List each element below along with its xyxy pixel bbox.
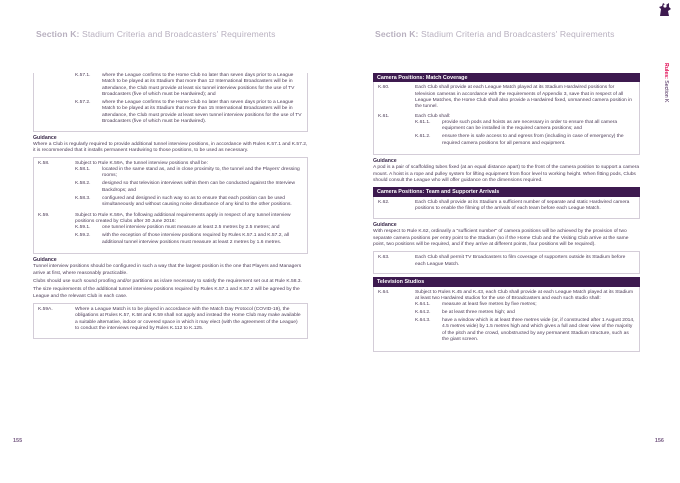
rule-k59-1: K.59.1. one tunnel interview position must measure at least 2.5 metres by 2.5 metres; and — [75, 225, 280, 231]
rule-k59-2: K.59.2. with the exception of those interview positions required by Rules K.57.1 and K.57.2, all additional tunnel interview positions must measure at least 2 metres by 1.6 metres. — [75, 233, 290, 245]
premier-league-lion-logo — [658, 2, 672, 18]
rule-k59a: K.59A. Where a League Match is to be played in accordance with the Match Day Protocol (COVID-19), the obligations at Rules K.57, K.58 and K.59 shall not apply and instead the Home Club may make available a suitable alternative, indoor or covered space in which it may elect (with the agreement of the League) to conduct the interviews required by Rules K.112 to K.125. — [38, 306, 301, 331]
guidance-heading: Guidance — [33, 256, 57, 263]
left-column — [33, 73, 308, 342]
rule-k64-2: K.64.2. be at least three metres high; and — [415, 310, 515, 316]
rule-box-k64 — [373, 287, 640, 352]
rule-k64-1: K.64.1. measure at least five metres by five metres; — [415, 302, 537, 308]
page-header: Section K: Stadium Criteria and Broadcasters' Requirements — [375, 29, 615, 39]
rule-k63: K.63. Each Club shall permit TV Broadcasters to film coverage of supporters outside its Stadium before each League Match. — [378, 255, 626, 267]
rule-box-k58 — [33, 157, 308, 254]
section-bar-camera-arrivals: Camera Positions: Team and Supporter Arrivals — [373, 187, 640, 196]
rule-k60: K.60. Each Club shall provide at each League Match played at its Stadium Hardwired positions for television cameras in accordance with the requirements of Appendix 3, save that in respect of all League Matches, the Home Club shall also provide a Hardwired fixed, unmanned camera position in the tunnel. — [378, 85, 632, 110]
rule-k61-1: K.61.1. provide such pods and hoists as are necessary in order to ensure that all camera equipment can be installed in the required camera positions; and — [415, 120, 618, 132]
rule-k64: K.64. Subject to Rules K.45 and K.43, each Club shall provide at each League Match played at its Stadium at least two Hardwired studios for the use of Broadcasters and each such studio shall: K.64.1. measure at least five metres by five metres; K.64.2. be at least three metres high; and K.64.3. have a window which is at least three metres wide (or, if constructed after 1 August 2014, 4.5 metres wide) by 1.5 metres high and which gives a full and clear view of the majority of the pitch and the crowd, unobstructed by any permanent Stadium structure, such as the giant screen. — [378, 289, 635, 343]
guidance-heading: Guidance — [373, 157, 397, 164]
rule-k59: K.59. Subject to Rule K.59A, the following additional requirements apply in respect of any tunnel interview positions created by Clubs after 30 June 2016: K.59.1. one tunnel interview position must measure at least 2.5 metres by 2.5 metres; and K.59.2. with the exception of those interview positions required by Rules K.57.1 and K.57.2, all additional tunnel interview positions must measure at least 2 metres by 1.6 metres. — [38, 213, 303, 248]
rule-k61: K.61. Each Club shall: K.61.1. provide such pods and hoists as are necessary in order to ensure that all camera equipment can be installed in the required camera positions; and K.61.2. ensure there is safe access to and egress from (including in case of emergency) the required camera positions for all persons and equipment. — [378, 114, 635, 149]
rule-box-k57-continued — [33, 73, 308, 132]
guidance-heading: Guidance — [33, 134, 57, 141]
rule-k57-2: K.57.2. where the League confirms to the Home Club no later than seven days prior to a League Match to be played at its Stadium that more than 15 International Broadcasters will be in attendance, the Club must provide at least seven tunnel interview positions for the use of TV Broadcasters (five of which must be Hardwired). — [75, 99, 302, 124]
rule-k61-2: K.61.2. ensure there is safe access to and egress from (including in case of emergency) the required camera positions for all persons and equipment. — [415, 134, 624, 146]
rule-k58-1: K.58.1. located in the same stand as, and in close proximity to, the tunnel and the Players' dressing rooms; — [75, 167, 300, 179]
guidance-text: A pod is a pair of scaffolding tubes fixed (at an equal distance apart) to the front of the camera position to support a camera mount. A hoist is a rope and pulley system for lifting equipment from floor level to working height. When fitting pods, Clubs should consult the League who will offer guidance on the dimensions required. — [373, 165, 640, 183]
guidance-text: Clubs should use such sound proofing and/or partitions as is/are necessary to satisfy the requirement set out at Rule K.58.3. — [33, 278, 302, 284]
rule-k58: K.58. Subject to Rule K.59A, the tunnel interview positions shall be: K.58.1. located in the same stand as, and in close proximity to, the tunnel and the Players' dressing rooms; K.58.2. designed so that television interviews within them can be conducted against the Interview Backdrops; and K.58.3. configured and designed in such way so as to ensure that each position can be used simultaneously and without causing noise disturbance of any kind to the other positions. — [38, 161, 303, 210]
page-number: 156 — [654, 438, 664, 444]
rule-k62: K.62. Each Club shall provide at its Stadium a sufficient number of separate and static Hardwired camera positions to enable the filming of the arrivals of each team before each League Match. — [378, 199, 630, 211]
guidance-text: The size requirements of the additional tunnel interview positions required by Rules K.57.1 and K.57.2 will be agreed by the League and the relevant Club in each case. — [33, 287, 300, 299]
rule-k64-3: K.64.3. have a window which is at least three metres wide (or, if constructed after 1 August 2014, 4.5 metres wide) by 1.5 metres high and which gives a full and clear view of the majority of the pitch and the crowd, unobstructed by any permanent Stadium structure, such as the giant screen. — [415, 318, 635, 343]
section-bar-camera-match: Camera Positions: Match Coverage — [373, 73, 640, 82]
rule-box-k62 — [373, 197, 640, 219]
rule-box-k59a — [33, 303, 308, 339]
guidance-text: Where a Club is regularly required to provide additional tunnel interview positions, in accordance with Rules K.57.1 and K.57.2, it is recommended that it installs permanent Hardwiring to those positions, to be used as necessary. — [33, 142, 308, 154]
page-number: 155 — [13, 438, 23, 444]
rule-k58-3: K.58.3. configured and designed in such way so as to ensure that each position can be used simultaneously and without causing noise disturbance of any kind to the other positions. — [75, 195, 292, 207]
guidance-heading: Guidance — [373, 221, 397, 228]
right-page — [340, 0, 680, 483]
rule-k58-2: K.58.2. designed so that television interviews within them can be conducted against the Interview Backdrops; and — [75, 181, 296, 193]
section-bar-tv-studios: Television Studios — [373, 277, 640, 286]
page-header: Section K: Stadium Criteria and Broadcasters' Requirements — [36, 29, 276, 39]
rule-k57-1: K.57.1. where the League confirms to the Home Club no later than seven days prior to a League Match to be played at its Stadium that more than 12 International Broadcasters will be in attendance, the Club must provide at least six tunnel interview positions for the use of TV Broadcasters (five of which must be Hardwired); and — [75, 73, 295, 98]
guidance-text: Tunnel interview positions should be configured in such a way that the largest position is the one that Players and Managers arrive at first, where reasonably practicable. — [33, 264, 302, 276]
rule-box-k63 — [373, 251, 640, 274]
section-side-tab: Rules: Section K — [663, 63, 669, 103]
right-column — [373, 73, 640, 355]
rule-box-k60-k61 — [373, 82, 640, 155]
guidance-text: With respect to Rule K.62, ordinarily a "sufficient number" of camera positions will be achieved by the provision of two separate camera positions per entry point to the Stadium (so if the Home Club and the Visiting Club arrive at the same point, two positions will be required, and if they arrive at different points, four positions will be required). — [373, 229, 629, 247]
